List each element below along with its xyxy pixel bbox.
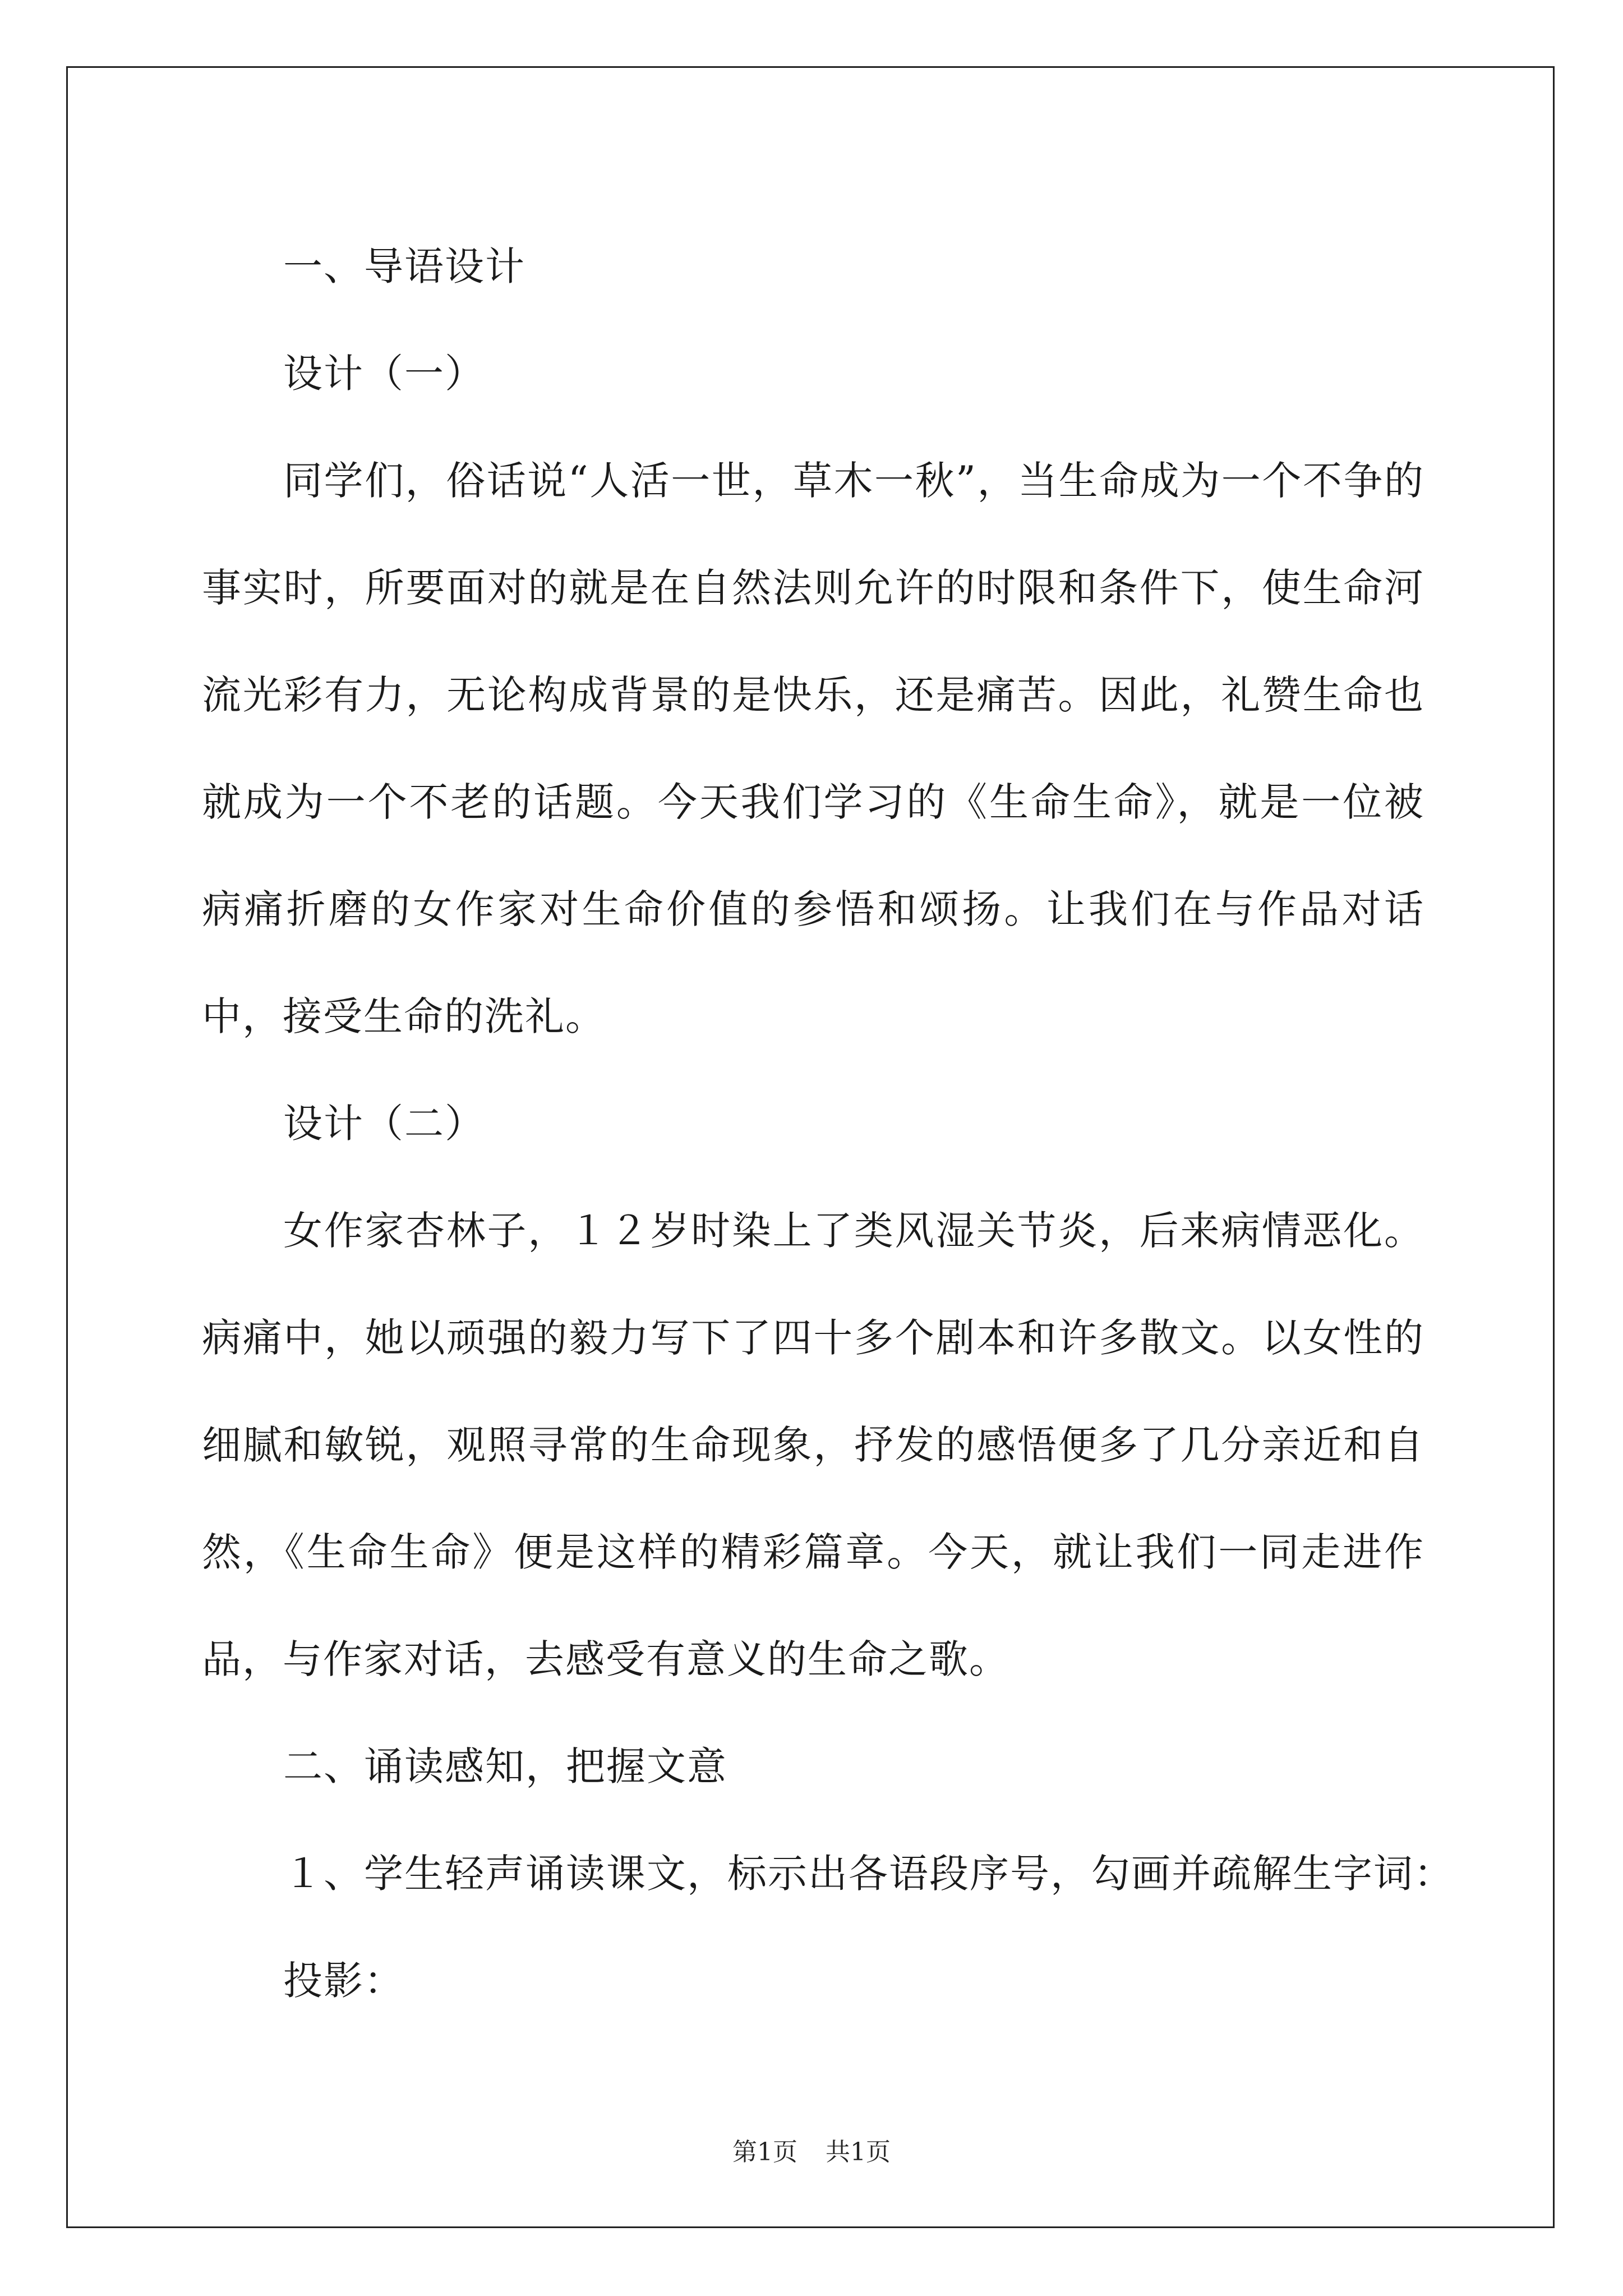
step-one-text: １、学生轻声诵读课文，标示出各语段序号，勾画并疏解生字词： [283,1851,1454,1897]
document-body [202,213,1454,2035]
page-number: 第1页 [732,2138,797,2166]
projection-label: 投影： [283,1958,404,2004]
page-footer [0,2132,1623,2168]
subheading-design-one: 设计（一） [283,351,485,397]
section-heading-intro: 一、导语设计 [283,243,525,289]
paragraph-design-two: 女作家杏林子，１２岁时染上了类风湿关节炎，后来病情恶化。病痛中，她以顽强的毅力写下了四十多个剧本和许多散文。以女性的细腻和敏锐，观照寻常的生命现象，抒发的感悟便多了几分亲近和自然，《生命生命》便是这样的精彩篇章。今天，就让我们一同走进作品，与作家对话，去感受有意义的生命之歌。 [202,1208,1424,1682]
page-total: 共1页 [826,2138,891,2166]
section-heading-reading: 二、诵读感知，把握文意 [283,1743,727,1789]
subheading-design-two: 设计（二） [283,1101,485,1147]
paragraph-design-one: 同学们，俗话说“人活一世，草木一秋”，当生命成为一个不争的事实时，所要面对的就是在自然法则允许的时限和条件下，使生命河流光彩有力，无论构成背景的是快乐，还是痛苦。因此，礼赞生命也就成为一个不老的话题。今天我们学习的《生命生命》，就是一位被病痛折磨的女作家对生命价值的参悟和颂扬。让我们在与作品对话中，接受生命的洗礼。 [202,458,1424,1039]
